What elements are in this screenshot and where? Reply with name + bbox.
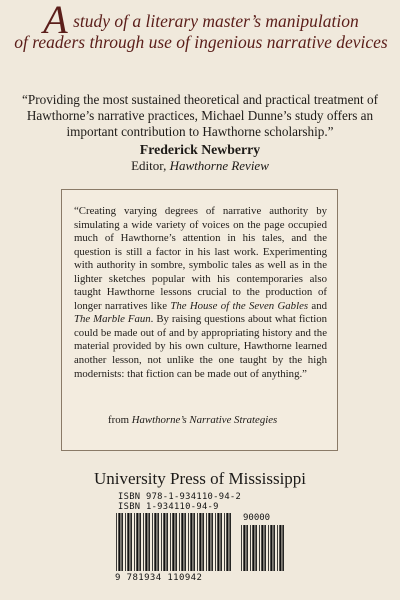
barcode-bar bbox=[163, 513, 165, 571]
barcode-bar bbox=[224, 513, 225, 571]
headline bbox=[8, 0, 394, 53]
excerpt-title-2: The Marble Faun bbox=[74, 313, 151, 326]
barcode-bar bbox=[229, 513, 231, 571]
excerpt-title-1: The House of the Seven Gables bbox=[170, 299, 309, 312]
barcode-bar bbox=[273, 525, 275, 571]
barcode-bar bbox=[206, 513, 207, 571]
barcode-bar bbox=[211, 513, 213, 571]
headline-line-2: of readers through use of ingenious narrative devices bbox=[14, 32, 388, 52]
excerpt-text-part-2: . By raising questions about what fiction could be made out of and by appropriating history and the material provided by his own culture, Hawthorne learned another lesson, not unlike the one taught by the high modernists: that fiction can be made out of anything.” bbox=[74, 313, 327, 380]
barcode-bar bbox=[199, 513, 201, 571]
barcode-bar bbox=[215, 513, 216, 571]
excerpt-quote bbox=[74, 205, 327, 381]
barcode-bar bbox=[172, 513, 174, 571]
barcode-bar bbox=[190, 513, 192, 571]
barcode-addon-text: 90000 bbox=[243, 513, 271, 523]
barcode-bar bbox=[193, 513, 195, 571]
isbn-13: ISBN 978-1-934110-94-2 bbox=[118, 492, 242, 502]
barcode-block bbox=[115, 513, 287, 593]
barcode-bar bbox=[279, 525, 281, 571]
ean-barcode bbox=[115, 513, 233, 571]
barcode-bar bbox=[127, 513, 129, 571]
publisher-name: University Press of Mississippi bbox=[93, 469, 307, 488]
barcode-bar bbox=[220, 513, 222, 571]
barcode-bar bbox=[116, 513, 117, 571]
barcode-bar bbox=[148, 513, 150, 571]
barcode-bar bbox=[197, 513, 198, 571]
barcode-bar bbox=[241, 525, 242, 571]
barcode-bar bbox=[255, 525, 257, 571]
barcode-bar bbox=[208, 513, 210, 571]
barcode-bar bbox=[136, 513, 138, 571]
excerpt-text-part-1: “Creating varying degrees of narrative authority by simulating a wide variety of voices on the page occupied much of Hawthorne’s attention in his tales, and the question is still a factor in his last work. Experimenting with authority in sombre, symbolic tales as well as in the lighter sketches popular with his contemporaries also taught Hawthorne lessons crucial to the production of longer narratives like bbox=[74, 205, 327, 312]
barcode-bar bbox=[246, 525, 248, 571]
barcode-bar bbox=[152, 513, 153, 571]
barcode-bar bbox=[226, 513, 228, 571]
barcode-bar bbox=[170, 513, 171, 571]
barcode-bar bbox=[184, 513, 186, 571]
barcode-bar bbox=[282, 525, 284, 571]
barcode-bar bbox=[252, 525, 254, 571]
barcode-bar bbox=[261, 525, 263, 571]
excerpt-source-title: Hawthorne’s Narrative Strategies bbox=[131, 414, 278, 426]
isbn-10: ISBN 1-934110-94-9 bbox=[118, 502, 219, 512]
author-role-publication: Hawthorne Review bbox=[169, 158, 269, 173]
barcode-bar bbox=[217, 513, 219, 571]
barcode-bar bbox=[130, 513, 132, 571]
barcode-bar bbox=[202, 513, 204, 571]
barcode-bar bbox=[175, 513, 177, 571]
barcode-bar bbox=[139, 513, 141, 571]
excerpt-source bbox=[108, 414, 308, 427]
excerpt-source-prefix: from bbox=[108, 414, 132, 426]
barcode-bar bbox=[277, 525, 278, 571]
barcode-bar bbox=[125, 513, 126, 571]
excerpt-joiner: and bbox=[308, 299, 327, 312]
endorsement-author-role bbox=[0, 158, 400, 174]
barcode-bar bbox=[188, 513, 189, 571]
barcode-bar bbox=[134, 513, 135, 571]
barcode-bar bbox=[259, 525, 260, 571]
barcode-bar bbox=[250, 525, 251, 571]
barcode-bar bbox=[145, 513, 147, 571]
barcode-bar bbox=[121, 513, 123, 571]
barcode-bar bbox=[166, 513, 168, 571]
headline-line-1: study of a literary master’s manipulation bbox=[68, 11, 359, 31]
endorsement-quote: “Providing the most sustained theoretical and practical treatment of Hawthorne’s narrative practices, Michael Dunne’s study offers an important contribution to Hawthorne scholarship.” bbox=[22, 92, 378, 139]
barcode-bar bbox=[118, 513, 120, 571]
barcode-bar bbox=[154, 513, 156, 571]
headline-dropcap: A bbox=[43, 0, 68, 42]
barcode-bar bbox=[270, 525, 272, 571]
barcode-bar bbox=[157, 513, 159, 571]
endorsement-author: Frederick Newberry bbox=[139, 142, 261, 157]
author-role-prefix: Editor, bbox=[131, 158, 170, 173]
barcode-bar bbox=[243, 525, 245, 571]
barcode-bar bbox=[161, 513, 162, 571]
barcode-bar bbox=[143, 513, 144, 571]
addon-barcode bbox=[240, 525, 284, 571]
barcode-bar bbox=[179, 513, 180, 571]
barcode-bar bbox=[181, 513, 183, 571]
barcode-ean-text: 9 781934 110942 bbox=[115, 573, 203, 583]
barcode-bar bbox=[264, 525, 266, 571]
barcode-bar bbox=[268, 525, 269, 571]
